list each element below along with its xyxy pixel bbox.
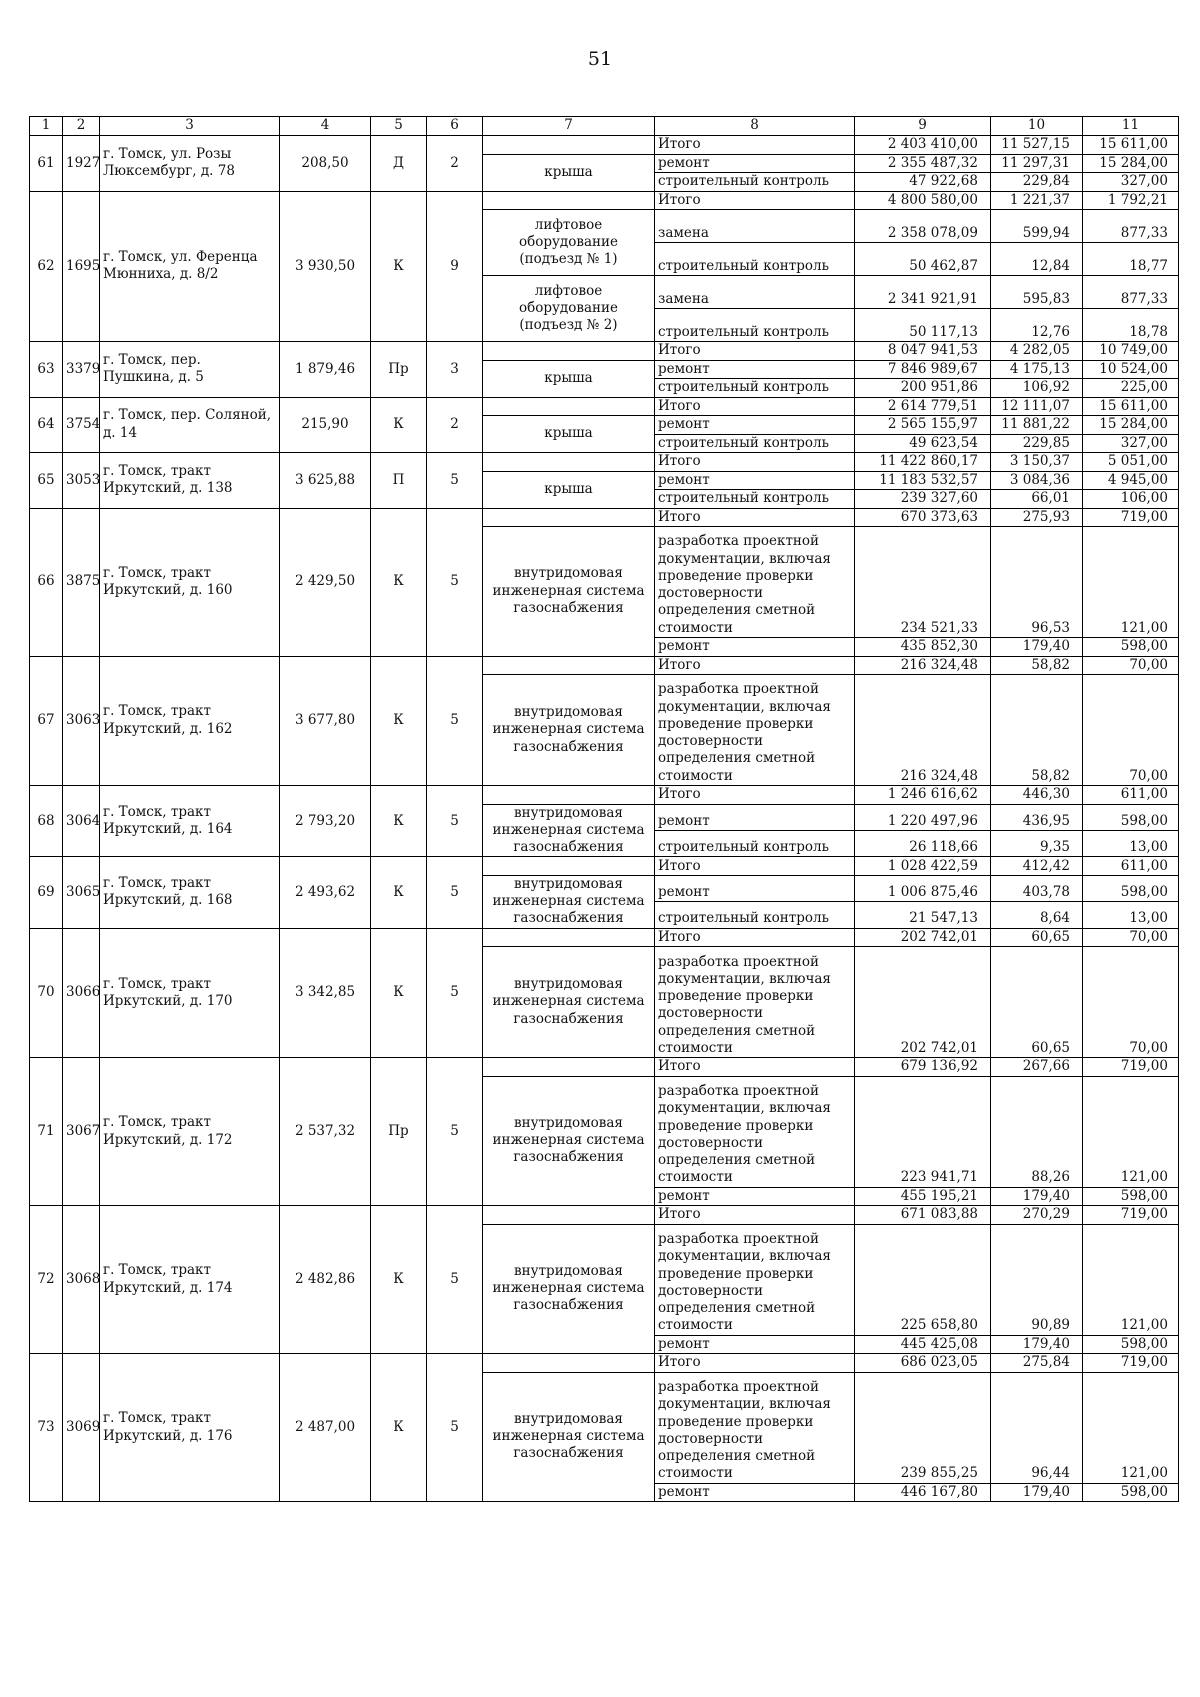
work-type: разработка проектной документации, включая проведение проверки достоверности определения сметной стоимости <box>655 1372 855 1483</box>
total-col10: 1 221,37 <box>991 191 1083 210</box>
value-col9: 446 167,80 <box>855 1483 991 1502</box>
value-col9: 21 547,13 <box>855 902 991 928</box>
work-type: строительный контроль <box>655 173 855 192</box>
value-col10: 599,94 <box>991 210 1083 243</box>
value-col9: 234 521,33 <box>855 527 991 638</box>
address: г. Томск, пер. Пушкина, д. 5 <box>100 342 280 398</box>
work-type: разработка проектной документации, включая проведение проверки достоверности определения сметной стоимости <box>655 1224 855 1335</box>
floor-count: 5 <box>427 928 483 1058</box>
element-name: внутридомовая инженерная система газоснабжения <box>483 947 655 1058</box>
wall-material: К <box>371 786 427 857</box>
total-col10: 3 150,37 <box>991 453 1083 472</box>
value-col10: 436,95 <box>991 804 1083 830</box>
works-table <box>29 116 1179 1502</box>
value-col9: 2 355 487,32 <box>855 154 991 173</box>
value-col10: 66,01 <box>991 490 1083 509</box>
total-col9: 670 373,63 <box>855 508 991 527</box>
row-number: 67 <box>30 656 63 786</box>
value-col9: 49 623,54 <box>855 434 991 453</box>
row-number: 68 <box>30 786 63 857</box>
total-label: Итого <box>655 397 855 416</box>
row-number: 62 <box>30 191 63 342</box>
value-col10: 229,85 <box>991 434 1083 453</box>
table-row <box>30 1354 1179 1373</box>
area: 3 625,88 <box>280 453 371 509</box>
floor-count: 9 <box>427 191 483 342</box>
work-type: разработка проектной документации, включая проведение проверки достоверности определения сметной стоимости <box>655 527 855 638</box>
value-col10: 12,84 <box>991 243 1083 276</box>
total-col10: 270,29 <box>991 1206 1083 1225</box>
total-label: Итого <box>655 786 855 805</box>
total-col11: 5 051,00 <box>1083 453 1179 472</box>
house-code: 3053 <box>63 453 100 509</box>
value-col11: 877,33 <box>1083 210 1179 243</box>
value-col9: 26 118,66 <box>855 830 991 856</box>
value-col11: 327,00 <box>1083 434 1179 453</box>
column-number: 1 <box>30 117 63 136</box>
element-empty <box>483 1058 655 1077</box>
column-number: 11 <box>1083 117 1179 136</box>
value-col10: 403,78 <box>991 875 1083 901</box>
total-col11: 611,00 <box>1083 786 1179 805</box>
element-empty <box>483 508 655 527</box>
work-type: ремонт <box>655 154 855 173</box>
work-type: замена <box>655 210 855 243</box>
value-col11: 121,00 <box>1083 1076 1179 1187</box>
area: 215,90 <box>280 397 371 453</box>
value-col9: 1 006 875,46 <box>855 875 991 901</box>
value-col10: 179,40 <box>991 1335 1083 1354</box>
row-number: 70 <box>30 928 63 1058</box>
element-name: лифтовое оборудование (подъезд № 1) <box>483 210 655 276</box>
column-number: 7 <box>483 117 655 136</box>
total-label: Итого <box>655 136 855 155</box>
value-col10: 106,92 <box>991 379 1083 398</box>
work-type: разработка проектной документации, включая проведение проверки достоверности определения сметной стоимости <box>655 947 855 1058</box>
floor-count: 5 <box>427 857 483 928</box>
work-type: ремонт <box>655 360 855 379</box>
total-col11: 10 749,00 <box>1083 342 1179 361</box>
table-row <box>30 928 1179 947</box>
element-empty <box>483 1354 655 1373</box>
wall-material: К <box>371 1206 427 1354</box>
element-empty <box>483 857 655 876</box>
address: г. Томск, тракт Иркутский, д. 176 <box>100 1354 280 1502</box>
column-number: 8 <box>655 117 855 136</box>
house-code: 3754 <box>63 397 100 453</box>
house-code: 3379 <box>63 342 100 398</box>
value-col11: 598,00 <box>1083 875 1179 901</box>
house-code: 3067 <box>63 1058 100 1206</box>
value-col11: 598,00 <box>1083 1483 1179 1502</box>
floor-count: 5 <box>427 1354 483 1502</box>
value-col9: 50 462,87 <box>855 243 991 276</box>
value-col11: 15 284,00 <box>1083 416 1179 435</box>
value-col9: 11 183 532,57 <box>855 471 991 490</box>
work-type: строительный контроль <box>655 379 855 398</box>
row-number: 65 <box>30 453 63 509</box>
work-type: ремонт <box>655 471 855 490</box>
element-name: внутридомовая инженерная система газоснабжения <box>483 1372 655 1502</box>
total-label: Итого <box>655 342 855 361</box>
table-row <box>30 656 1179 675</box>
element-empty <box>483 342 655 361</box>
floor-count: 5 <box>427 1206 483 1354</box>
table-row <box>30 1058 1179 1077</box>
column-number: 10 <box>991 117 1083 136</box>
value-col10: 58,82 <box>991 675 1083 786</box>
value-col11: 877,33 <box>1083 276 1179 309</box>
value-col9: 7 846 989,67 <box>855 360 991 379</box>
total-col10: 412,42 <box>991 857 1083 876</box>
area: 208,50 <box>280 136 371 192</box>
floor-count: 5 <box>427 453 483 509</box>
table-row <box>30 786 1179 805</box>
area: 2 793,20 <box>280 786 371 857</box>
value-col9: 435 852,30 <box>855 638 991 657</box>
total-col11: 15 611,00 <box>1083 136 1179 155</box>
total-col9: 216 324,48 <box>855 656 991 675</box>
address: г. Томск, тракт Иркутский, д. 174 <box>100 1206 280 1354</box>
value-col11: 121,00 <box>1083 1224 1179 1335</box>
element-empty <box>483 397 655 416</box>
total-col9: 686 023,05 <box>855 1354 991 1373</box>
value-col9: 2 565 155,97 <box>855 416 991 435</box>
value-col11: 70,00 <box>1083 675 1179 786</box>
element-name: крыша <box>483 471 655 508</box>
house-code: 3069 <box>63 1354 100 1502</box>
value-col9: 1 220 497,96 <box>855 804 991 830</box>
work-type: разработка проектной документации, включая проведение проверки достоверности определения сметной стоимости <box>655 1076 855 1187</box>
value-col10: 179,40 <box>991 1187 1083 1206</box>
element-name: внутридомовая инженерная система газоснабжения <box>483 804 655 857</box>
value-col11: 598,00 <box>1083 1187 1179 1206</box>
column-number-row <box>30 117 1179 136</box>
wall-material: К <box>371 191 427 342</box>
total-col11: 15 611,00 <box>1083 397 1179 416</box>
work-type: строительный контроль <box>655 309 855 342</box>
value-col10: 8,64 <box>991 902 1083 928</box>
value-col9: 200 951,86 <box>855 379 991 398</box>
work-type: строительный контроль <box>655 902 855 928</box>
total-col10: 11 527,15 <box>991 136 1083 155</box>
table-row <box>30 397 1179 416</box>
wall-material: Пр <box>371 1058 427 1206</box>
value-col11: 4 945,00 <box>1083 471 1179 490</box>
element-name: крыша <box>483 360 655 397</box>
wall-material: К <box>371 857 427 928</box>
total-col9: 679 136,92 <box>855 1058 991 1077</box>
value-col11: 327,00 <box>1083 173 1179 192</box>
row-number: 61 <box>30 136 63 192</box>
value-col10: 179,40 <box>991 638 1083 657</box>
element-empty <box>483 453 655 472</box>
row-number: 72 <box>30 1206 63 1354</box>
total-label: Итого <box>655 857 855 876</box>
wall-material: К <box>371 928 427 1058</box>
value-col9: 202 742,01 <box>855 947 991 1058</box>
floor-count: 2 <box>427 136 483 192</box>
total-label: Итого <box>655 453 855 472</box>
total-col9: 4 800 580,00 <box>855 191 991 210</box>
value-col10: 96,53 <box>991 527 1083 638</box>
value-col9: 225 658,80 <box>855 1224 991 1335</box>
work-type: ремонт <box>655 1335 855 1354</box>
wall-material: Пр <box>371 342 427 398</box>
value-col10: 96,44 <box>991 1372 1083 1483</box>
total-col11: 719,00 <box>1083 1206 1179 1225</box>
value-col9: 239 855,25 <box>855 1372 991 1483</box>
address: г. Томск, тракт Иркутский, д. 164 <box>100 786 280 857</box>
value-col11: 13,00 <box>1083 902 1179 928</box>
value-col9: 2 358 078,09 <box>855 210 991 243</box>
value-col9: 455 195,21 <box>855 1187 991 1206</box>
house-code: 1695 <box>63 191 100 342</box>
total-col9: 8 047 941,53 <box>855 342 991 361</box>
area: 2 487,00 <box>280 1354 371 1502</box>
table-row <box>30 508 1179 527</box>
value-col10: 595,83 <box>991 276 1083 309</box>
total-col10: 60,65 <box>991 928 1083 947</box>
value-col11: 18,78 <box>1083 309 1179 342</box>
total-col11: 719,00 <box>1083 1354 1179 1373</box>
work-type: разработка проектной документации, включая проведение проверки достоверности определения сметной стоимости <box>655 675 855 786</box>
value-col9: 47 922,68 <box>855 173 991 192</box>
area: 3 930,50 <box>280 191 371 342</box>
value-col11: 70,00 <box>1083 947 1179 1058</box>
value-col11: 121,00 <box>1083 1372 1179 1483</box>
area: 3 677,80 <box>280 656 371 786</box>
element-name: внутридомовая инженерная система газоснабжения <box>483 675 655 786</box>
table-row <box>30 1206 1179 1225</box>
total-col11: 70,00 <box>1083 928 1179 947</box>
total-label: Итого <box>655 1206 855 1225</box>
total-label: Итого <box>655 508 855 527</box>
column-number: 6 <box>427 117 483 136</box>
value-col11: 598,00 <box>1083 638 1179 657</box>
element-empty <box>483 786 655 805</box>
total-col10: 267,66 <box>991 1058 1083 1077</box>
house-code: 3063 <box>63 656 100 786</box>
table-row <box>30 191 1179 210</box>
element-name: крыша <box>483 154 655 191</box>
value-col10: 229,84 <box>991 173 1083 192</box>
wall-material: К <box>371 397 427 453</box>
total-col11: 70,00 <box>1083 656 1179 675</box>
total-col11: 719,00 <box>1083 1058 1179 1077</box>
value-col11: 598,00 <box>1083 804 1179 830</box>
address: г. Томск, тракт Иркутский, д. 172 <box>100 1058 280 1206</box>
value-col10: 11 297,31 <box>991 154 1083 173</box>
total-col9: 202 742,01 <box>855 928 991 947</box>
work-type: ремонт <box>655 416 855 435</box>
table-row <box>30 136 1179 155</box>
wall-material: Д <box>371 136 427 192</box>
floor-count: 3 <box>427 342 483 398</box>
work-type: строительный контроль <box>655 243 855 276</box>
floor-count: 5 <box>427 786 483 857</box>
work-type: строительный контроль <box>655 490 855 509</box>
wall-material: К <box>371 508 427 656</box>
value-col11: 225,00 <box>1083 379 1179 398</box>
address: г. Томск, тракт Иркутский, д. 160 <box>100 508 280 656</box>
row-number: 64 <box>30 397 63 453</box>
address: г. Томск, тракт Иркутский, д. 170 <box>100 928 280 1058</box>
area: 1 879,46 <box>280 342 371 398</box>
element-empty <box>483 191 655 210</box>
total-label: Итого <box>655 656 855 675</box>
element-empty <box>483 136 655 155</box>
total-col10: 275,93 <box>991 508 1083 527</box>
total-col10: 58,82 <box>991 656 1083 675</box>
value-col10: 90,89 <box>991 1224 1083 1335</box>
total-col9: 671 083,88 <box>855 1206 991 1225</box>
work-type: замена <box>655 276 855 309</box>
work-type: ремонт <box>655 1187 855 1206</box>
table-row <box>30 342 1179 361</box>
value-col9: 50 117,13 <box>855 309 991 342</box>
total-col10: 446,30 <box>991 786 1083 805</box>
value-col10: 88,26 <box>991 1076 1083 1187</box>
wall-material: К <box>371 656 427 786</box>
work-type: ремонт <box>655 875 855 901</box>
row-number: 69 <box>30 857 63 928</box>
area: 2 493,62 <box>280 857 371 928</box>
total-col10: 4 282,05 <box>991 342 1083 361</box>
total-col9: 2 614 779,51 <box>855 397 991 416</box>
value-col11: 10 524,00 <box>1083 360 1179 379</box>
column-number: 5 <box>371 117 427 136</box>
total-col10: 12 111,07 <box>991 397 1083 416</box>
total-label: Итого <box>655 928 855 947</box>
floor-count: 5 <box>427 1058 483 1206</box>
value-col9: 223 941,71 <box>855 1076 991 1187</box>
house-code: 3066 <box>63 928 100 1058</box>
work-type: ремонт <box>655 638 855 657</box>
table-row <box>30 857 1179 876</box>
total-label: Итого <box>655 1354 855 1373</box>
table-row <box>30 453 1179 472</box>
value-col10: 179,40 <box>991 1483 1083 1502</box>
total-col11: 611,00 <box>1083 857 1179 876</box>
floor-count: 5 <box>427 656 483 786</box>
value-col10: 9,35 <box>991 830 1083 856</box>
floor-count: 2 <box>427 397 483 453</box>
value-col10: 3 084,36 <box>991 471 1083 490</box>
address: г. Томск, ул. Ференца Мюнниха, д. 8/2 <box>100 191 280 342</box>
wall-material: П <box>371 453 427 509</box>
work-type: ремонт <box>655 1483 855 1502</box>
total-label: Итого <box>655 191 855 210</box>
address: г. Томск, тракт Иркутский, д. 138 <box>100 453 280 509</box>
element-name: внутридомовая инженерная система газоснабжения <box>483 1076 655 1206</box>
element-name: лифтовое оборудование (подъезд № 2) <box>483 276 655 342</box>
area: 2 429,50 <box>280 508 371 656</box>
value-col11: 106,00 <box>1083 490 1179 509</box>
column-number: 9 <box>855 117 991 136</box>
value-col9: 239 327,60 <box>855 490 991 509</box>
value-col11: 18,77 <box>1083 243 1179 276</box>
house-code: 1927 <box>63 136 100 192</box>
table-body <box>30 117 1179 1502</box>
element-name: внутридомовая инженерная система газоснабжения <box>483 1224 655 1354</box>
value-col10: 4 175,13 <box>991 360 1083 379</box>
area: 3 342,85 <box>280 928 371 1058</box>
total-col10: 275,84 <box>991 1354 1083 1373</box>
house-code: 3064 <box>63 786 100 857</box>
value-col9: 216 324,48 <box>855 675 991 786</box>
value-col11: 121,00 <box>1083 527 1179 638</box>
column-number: 3 <box>100 117 280 136</box>
row-number: 71 <box>30 1058 63 1206</box>
element-empty <box>483 656 655 675</box>
total-col9: 11 422 860,17 <box>855 453 991 472</box>
element-empty <box>483 928 655 947</box>
total-col11: 1 792,21 <box>1083 191 1179 210</box>
row-number: 66 <box>30 508 63 656</box>
house-code: 3065 <box>63 857 100 928</box>
total-col9: 2 403 410,00 <box>855 136 991 155</box>
area: 2 482,86 <box>280 1206 371 1354</box>
address: г. Томск, тракт Иркутский, д. 162 <box>100 656 280 786</box>
work-type: ремонт <box>655 804 855 830</box>
work-type: строительный контроль <box>655 434 855 453</box>
total-col11: 719,00 <box>1083 508 1179 527</box>
value-col10: 11 881,22 <box>991 416 1083 435</box>
row-number: 63 <box>30 342 63 398</box>
address: г. Томск, пер. Соляной, д. 14 <box>100 397 280 453</box>
element-name: внутридомовая инженерная система газоснабжения <box>483 875 655 928</box>
address: г. Томск, ул. Розы Люксембург, д. 78 <box>100 136 280 192</box>
element-empty <box>483 1206 655 1225</box>
value-col9: 2 341 921,91 <box>855 276 991 309</box>
column-number: 4 <box>280 117 371 136</box>
total-label: Итого <box>655 1058 855 1077</box>
column-number: 2 <box>63 117 100 136</box>
value-col10: 12,76 <box>991 309 1083 342</box>
address: г. Томск, тракт Иркутский, д. 168 <box>100 857 280 928</box>
element-name: внутридомовая инженерная система газоснабжения <box>483 527 655 657</box>
total-col9: 1 246 616,62 <box>855 786 991 805</box>
page-number: 51 <box>587 48 613 70</box>
house-code: 3068 <box>63 1206 100 1354</box>
house-code: 3875 <box>63 508 100 656</box>
floor-count: 5 <box>427 508 483 656</box>
work-type: строительный контроль <box>655 830 855 856</box>
value-col11: 15 284,00 <box>1083 154 1179 173</box>
value-col11: 598,00 <box>1083 1335 1179 1354</box>
wall-material: К <box>371 1354 427 1502</box>
total-col9: 1 028 422,59 <box>855 857 991 876</box>
value-col10: 60,65 <box>991 947 1083 1058</box>
value-col11: 13,00 <box>1083 830 1179 856</box>
element-name: крыша <box>483 416 655 453</box>
row-number: 73 <box>30 1354 63 1502</box>
value-col9: 445 425,08 <box>855 1335 991 1354</box>
area: 2 537,32 <box>280 1058 371 1206</box>
